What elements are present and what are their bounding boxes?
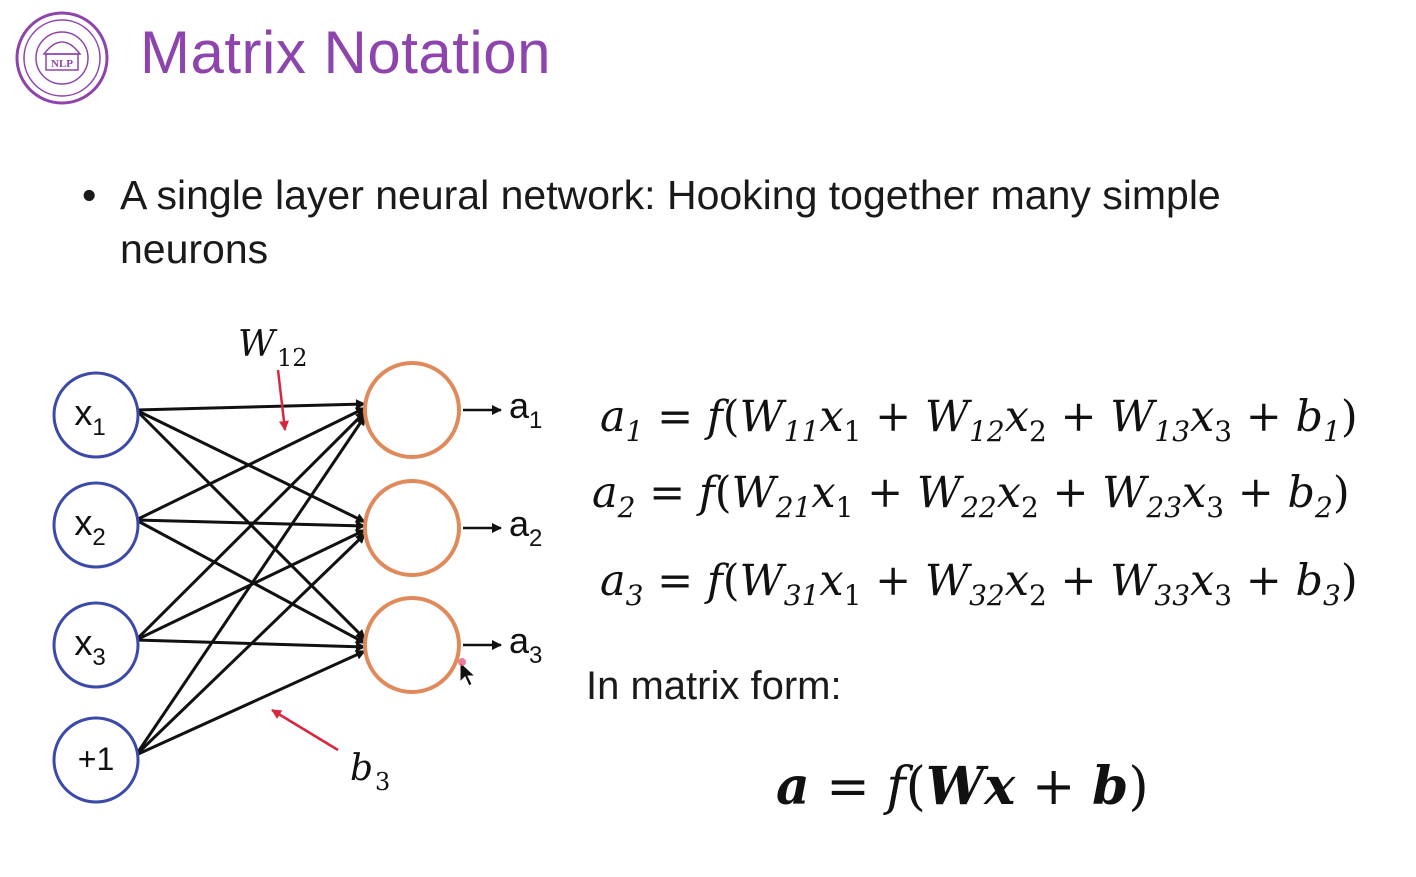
neuron-nodes: [365, 363, 459, 692]
equation-a2: $a_2 = f(W_{21}x_1 + W_{22}x_2 + W_{23}x_3 + b_2)$: [592, 468, 1350, 524]
weight-label: $W_{12}$: [238, 324, 308, 372]
input-nodes: [54, 373, 138, 802]
output-label: $a_3$: [509, 620, 543, 669]
bias-annotation-arrow: [272, 710, 338, 750]
neuron-circle: [365, 598, 459, 692]
cursor-highlight: [458, 658, 466, 666]
output-label: $a_1$: [509, 385, 543, 434]
input-node-label: $x_3$: [74, 622, 106, 671]
weight-annotation-arrow: [278, 370, 285, 430]
neuron-circle: [365, 363, 459, 457]
input-node-label: $x_2$: [74, 502, 106, 551]
matrix-equation: a = f(Wx + b): [776, 756, 1149, 817]
equation-a3: $a_3 = f(W_{31}x_1 + W_{32}x_2 + W_{33}x_3 + b_3)$: [600, 556, 1358, 612]
neural-network-diagram: [0, 300, 580, 860]
input-node-label: $x_1$: [74, 392, 106, 441]
matrix-form-label: In matrix form:: [586, 664, 842, 708]
bullet-text: A single layer neural network: Hooking together many simple neurons: [120, 172, 1221, 272]
output-labels: [463, 385, 542, 669]
input-node-label: +1: [77, 741, 115, 777]
connection-line: [136, 404, 365, 410]
connection-lines: [136, 404, 365, 755]
bullet-dot-icon: •: [82, 172, 97, 218]
connection-line: [136, 408, 365, 520]
equation-a1: $a_1 = f(W_{11}x_1 + W_{12}x_2 + W_{13}x_3 + b_1)$: [600, 392, 1358, 448]
page-title: Matrix Notation: [140, 19, 551, 86]
bias-label: $b_3$: [350, 748, 391, 796]
nlp-seal-icon: [14, 10, 110, 106]
output-label: $a_2$: [509, 503, 543, 552]
neuron-circle: [365, 481, 459, 575]
logo-text: NLP: [51, 58, 73, 70]
